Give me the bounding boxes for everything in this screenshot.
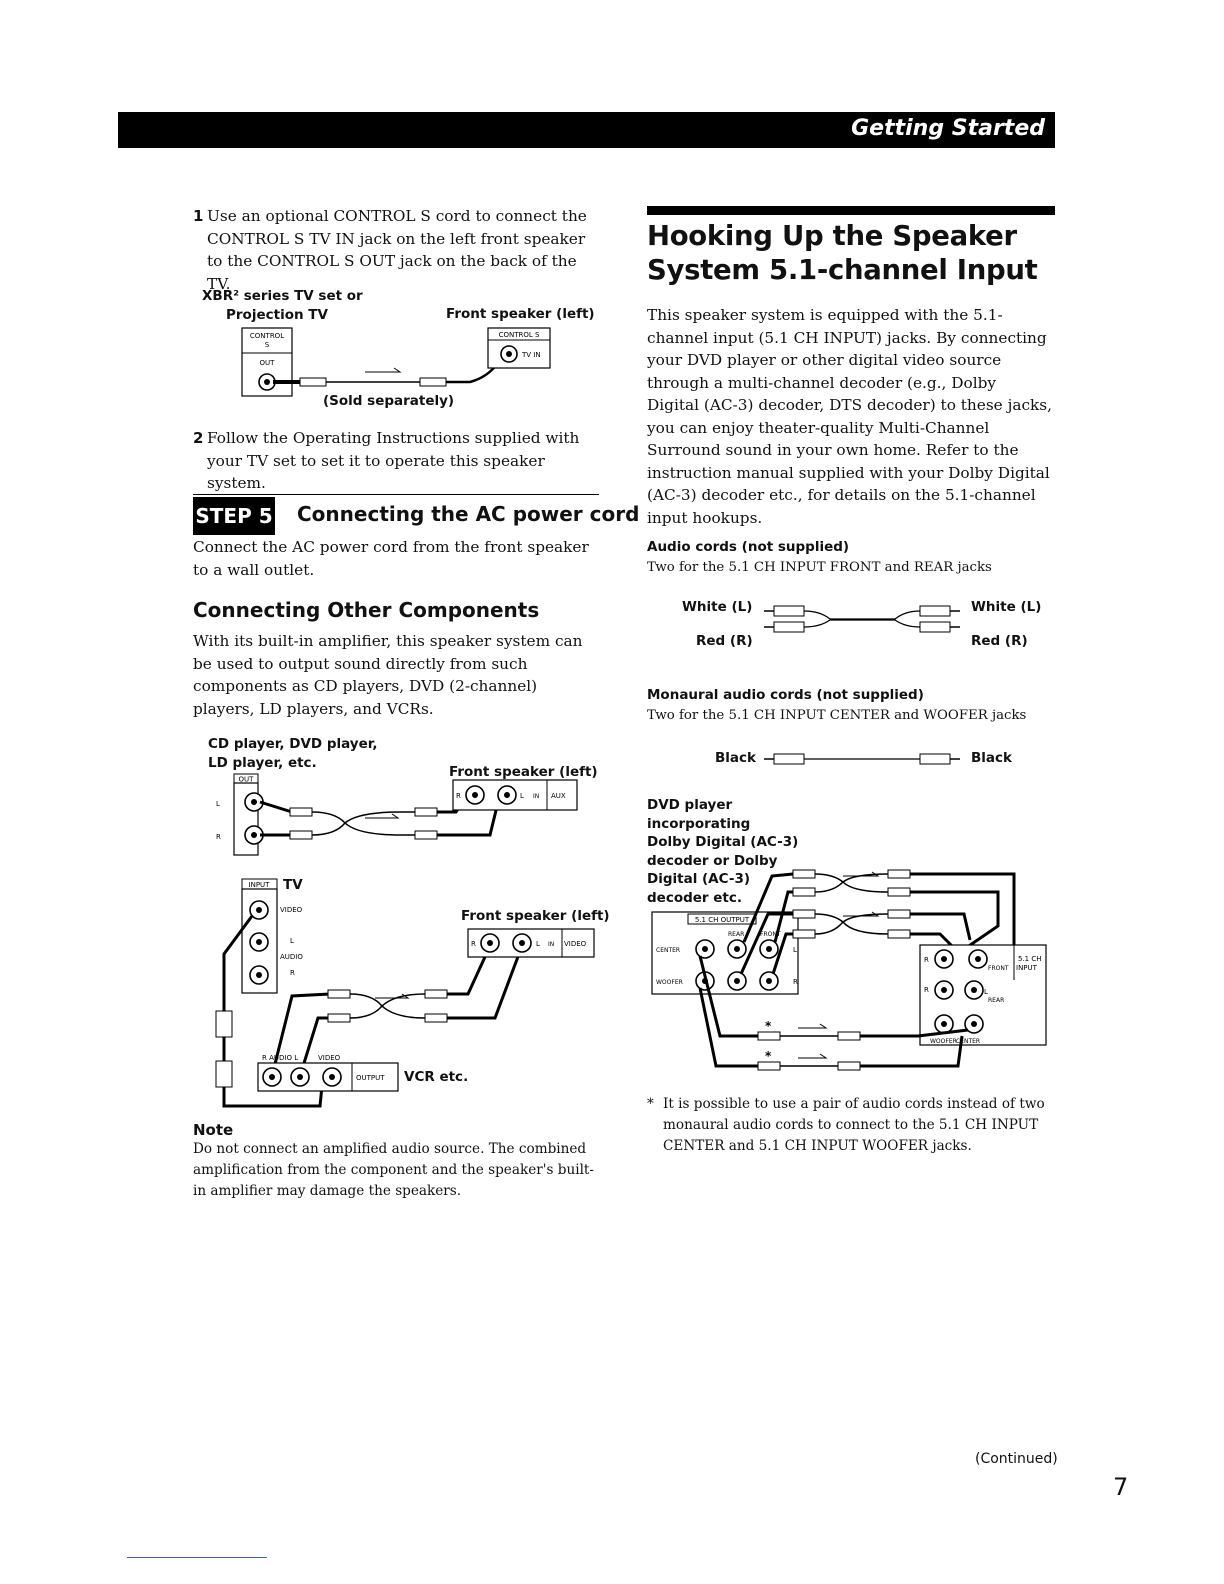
step-2-text: Follow the Operating Instructions supplied with your TV set to set it to operate this speaker system. — [207, 429, 580, 492]
note-title: Note — [193, 1121, 234, 1139]
jack-label-audio-r: R AUDIO L — [262, 1054, 299, 1062]
jack-label-aux: AUX — [551, 792, 566, 800]
step-number: 1 — [193, 207, 204, 225]
tv-label — [202, 287, 363, 324]
cd-player-label-line2: LD player, etc. — [208, 754, 317, 771]
jack-label-audio: AUDIO — [280, 953, 303, 961]
other-components-text: With its built-in amplifier, this speaker system can be used to output sound directly from such components as CD players, DVD (2-channel) players, LD players, and VCRs. — [193, 632, 583, 718]
jack-label-out: OUT — [259, 359, 275, 367]
intro-text: This speaker system is equipped with the 5.1-channel input (5.1 CH INPUT) jacks. By connecting your DVD player or other digital video source through a multi-channel decoder (e.g., Dolby Digital (AC-3) decoder, DTS decoder) to these jacks, you can enjoy theater-quality Multi-Channel Surround sound in your own home. Refer to the instruction manual supplied with your Dolby Digital (AC-3) decoder etc., for details on the 5.1-channel input hookups. — [647, 306, 1053, 527]
front-label: FRONT — [760, 931, 781, 938]
jack-label-input: INPUT — [248, 881, 270, 889]
jack-label-s: S — [264, 341, 270, 349]
jack-label-video2: VIDEO — [318, 1054, 341, 1062]
footnote-text: It is possible to use a pair of audio cords instead of two monaural audio cords to connect to the 5.1 CH INPUT CENTER and 5.1 CH INPUT WOOFER jacks. — [663, 1096, 1045, 1154]
cd-player-label-line1: CD player, DVD player, — [208, 736, 378, 752]
footer-rule — [127, 1557, 267, 1558]
black-label: Black — [715, 750, 757, 766]
input-panel-label-line2: INPUT — [1016, 964, 1037, 972]
step-2 — [193, 427, 598, 495]
audio-cords-desc: Two for the 5.1 CH INPUT FRONT and REAR jacks — [647, 560, 992, 575]
white-l-label-2: White (L) — [971, 599, 1042, 615]
monaural-cords-desc: Two for the 5.1 CH INPUT CENTER and WOOFER jacks — [647, 708, 1027, 723]
white-l-label: White (L) — [682, 599, 753, 615]
plug-icon — [758, 1062, 780, 1070]
plug-icon — [838, 1062, 860, 1070]
page-number: 7 — [1113, 1473, 1129, 1501]
front-speaker-label: Front speaker (left) — [461, 908, 610, 924]
in-l-label: L — [984, 988, 988, 996]
dvd-label-line: decoder etc. — [647, 889, 743, 906]
dvd-label-line: incorporating — [647, 815, 751, 832]
cd-player-label — [208, 735, 378, 772]
jack-label-video: VIDEO — [280, 906, 303, 914]
audio-cord — [350, 994, 425, 1006]
output-panel-label: 5.1 CH OUTPUT — [694, 916, 750, 924]
page-heading-line1: Hooking Up the Speaker — [647, 220, 1017, 252]
step-badge: STEP 5 — [193, 497, 275, 535]
control-s-diagram — [240, 326, 560, 396]
in-front-label: FRONT — [988, 965, 1009, 972]
jack-label-r: R — [216, 833, 221, 841]
signal-arrow-icon — [798, 1054, 826, 1058]
footnote — [647, 1094, 1047, 1157]
page-heading — [647, 219, 1038, 287]
step-1-text: Use an optional CONTROL S cord to connect the CONTROL S TV IN jack on the left front speaker to the CONTROL S OUT jack on the back of the TV. — [207, 207, 587, 293]
other-components-title: Connecting Other Components — [193, 598, 540, 622]
dvd-label-line: DVD player — [647, 797, 733, 813]
surround-connection-diagram — [648, 860, 1048, 1075]
front-speaker-label: Front speaker (left) — [449, 764, 598, 780]
jack-label-r-small: R — [471, 940, 476, 948]
signal-arrow-icon — [365, 368, 400, 372]
audio-cord — [312, 812, 415, 823]
in-r-label-2: R — [924, 986, 929, 994]
jack-label-video3: VIDEO — [564, 940, 587, 948]
page-heading-line2: System 5.1-channel Input — [647, 254, 1038, 286]
rear-label: REAR — [728, 931, 745, 938]
continued-label: (Continued) — [975, 1451, 1058, 1467]
step-5-text: Connect the AC power cord from the front speaker to a wall outlet. — [193, 538, 589, 579]
jack-label-in: IN — [533, 793, 540, 800]
red-r-label: Red (R) — [696, 633, 753, 649]
tv-label: TV — [283, 877, 303, 893]
jack-label-r: R — [290, 969, 295, 977]
signal-arrow-icon — [798, 1024, 826, 1028]
front-cord-pair — [793, 870, 910, 896]
in-r-label: R — [924, 956, 929, 964]
jack-label-l-small: L — [520, 792, 524, 800]
stereo-cord-illustration — [760, 600, 965, 636]
step-5-title: Connecting the AC power cord — [297, 502, 640, 526]
section-title: Getting Started — [851, 116, 1045, 141]
l-label: L — [793, 946, 797, 954]
asterisk-mark: * — [765, 1019, 772, 1033]
plug-icon — [838, 1032, 860, 1040]
center-label: CENTER — [656, 947, 681, 954]
sold-separately-label: (Sold separately) — [323, 393, 455, 409]
input-panel-label-line1: 5.1 CH — [1018, 955, 1042, 963]
black-label-2: Black — [971, 750, 1013, 766]
in-woofer-label: WOOFER — [930, 1038, 957, 1045]
woofer-label: WOOFER — [656, 979, 683, 986]
tv-label-line1: XBR² series TV set or — [202, 288, 363, 304]
plug-icon — [758, 1032, 780, 1040]
rear-cord-pair — [793, 910, 910, 938]
mono-cord-illustration — [762, 750, 962, 768]
in-center-label: CENTER — [956, 1038, 981, 1045]
jack-label-output: OUTPUT — [356, 1074, 385, 1082]
jack-label-control-s: CONTROL S — [498, 331, 540, 339]
monaural-cords-title: Monaural audio cords (not supplied) — [647, 687, 924, 703]
jack-label-control: CONTROL — [249, 332, 285, 340]
jack-label-tv-in: TV IN — [522, 351, 541, 359]
jack-label-l: L — [290, 937, 294, 945]
jack-label-out: OUT — [238, 775, 254, 784]
step-1 — [193, 205, 598, 295]
tv-label-line2: Projection TV — [226, 306, 328, 323]
footnote-mark: * — [647, 1096, 654, 1112]
jack-label-l-small: L — [536, 940, 540, 948]
vcr-label: VCR etc. — [404, 1069, 469, 1085]
front-speaker-label: Front speaker (left) — [446, 306, 595, 322]
audio-cords-title: Audio cords (not supplied) — [647, 539, 850, 555]
step-number: 2 — [193, 429, 204, 447]
note-text: Do not connect an amplified audio source. The combined amplification from the component and the speaker's built-in amplifier may damage the speakers. — [193, 1141, 594, 1199]
header-bar — [118, 112, 1055, 148]
asterisk-mark-2: * — [765, 1049, 772, 1063]
dvd-label-line: decoder or Dolby — [647, 852, 778, 869]
divider — [193, 494, 599, 495]
plug-icon — [420, 378, 446, 386]
in-rear-label: REAR — [988, 997, 1005, 1004]
jack-label-in: IN — [548, 941, 555, 948]
r-label: R — [793, 978, 798, 986]
red-r-label-2: Red (R) — [971, 633, 1028, 649]
section-rule — [647, 206, 1055, 215]
cd-connection-diagram — [210, 772, 590, 862]
jack-label-r-small: R — [456, 792, 461, 800]
tv-vcr-diagram — [200, 876, 600, 1116]
dvd-label-line: Dolby Digital (AC-3) — [647, 834, 799, 850]
plug-icon — [300, 378, 326, 386]
jack-label-l: L — [216, 800, 220, 808]
dvd-label-line: Digital (AC-3) — [647, 871, 751, 887]
